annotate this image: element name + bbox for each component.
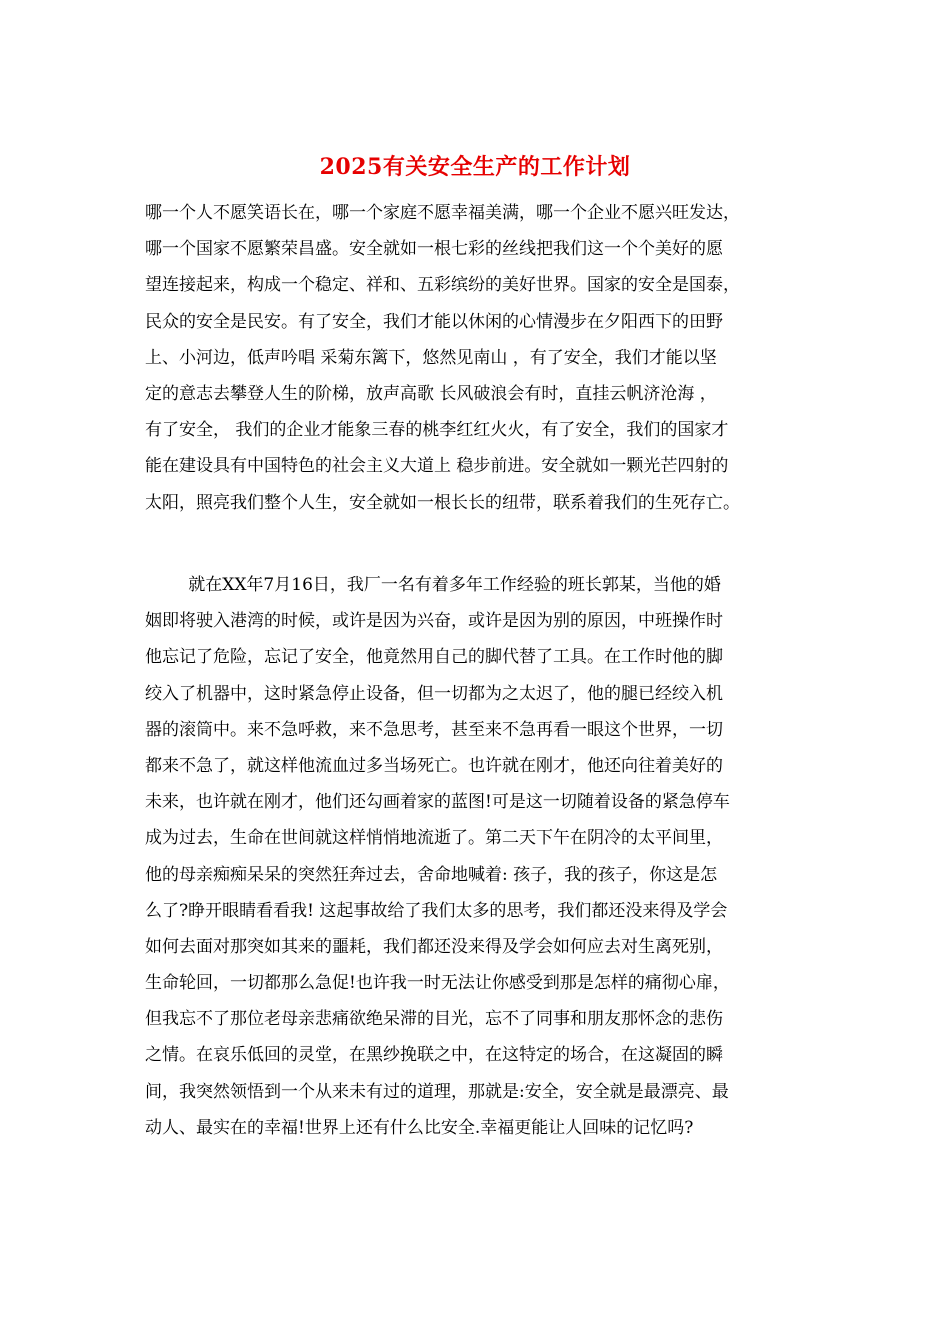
text-line: 绞入了机器中，这时紧急停止设备，但一切都为之太迟了，他的腿已经绞入机 <box>145 683 723 704</box>
text-line: 都来不急了，就这样他流血过多当场死亡。也许就在刚才，他还向往着美好的 <box>145 755 723 776</box>
text-line: 太阳，照亮我们整个人生，安全就如一根长长的纽带，联系着我们的生死存亡。 <box>145 492 740 513</box>
text-line: 姻即将驶入港湾的时候，或许是因为兴奋，或许是因为别的原因，中班操作时 <box>145 611 723 632</box>
text-line: 望连接起来，构成一个稳定、祥和、五彩缤纷的美好世界。国家的安全是国泰， <box>145 275 740 296</box>
text-line: 有了安全， 我们的企业才能象三春的桃李红红火火，有了安全，我们的国家才 <box>145 420 729 441</box>
document-title: 2025有关安全生产的工作计划 <box>319 154 631 180</box>
text-line: 成为过去，生命在世间就这样悄悄地流逝了。第二天下午在阴冷的太平间里， <box>145 828 723 849</box>
text-line: 哪一个人不愿笑语长在，哪一个家庭不愿幸福美满，哪一个企业不愿兴旺发达， <box>145 203 740 223</box>
text-line: 能在建设具有中国特色的社会主义大道上 稳步前进。安全就如一颗光芒四射的 <box>145 456 729 477</box>
paragraph-intro <box>145 195 815 521</box>
text-line: 他的母亲痴痴呆呆的突然狂奔过去，舍命地喊着: 孩子，我的孩子，你这是怎 <box>145 864 718 885</box>
paragraph-incident <box>145 567 815 1146</box>
text-line: 就在XX年7月16日，我厂一名有着多年工作经验的班长郭某，当他的婚 <box>145 575 721 595</box>
text-line: 定的意志去攀登人生的阶梯，放声高歌 长风破浪会有时，直挂云帆济沧海 ， <box>145 383 717 404</box>
text-line: 未来，也许就在刚才，他们还勾画着家的蓝图!可是这一切随着设备的紧急停车 <box>145 792 730 813</box>
text-line: 如何去面对那突如其来的噩耗，我们都还没来得及学会如何应去对生离死别， <box>145 936 723 957</box>
text-line: 哪一个国家不愿繁荣昌盛。安全就如一根七彩的丝线把我们这一个个美好的愿 <box>145 239 723 260</box>
text-line: 动人、最实在的幸福!世界上还有什么比安全.幸福更能让人回味的记忆吗? <box>145 1117 694 1138</box>
text-line: 器的滚筒中。来不急呼救，来不急思考，甚至来不急再看一眼这个世界，一切 <box>145 719 723 740</box>
text-line: 民众的安全是民安。有了安全，我们才能以休闲的心情漫步在夕阳西下的田野 <box>145 311 723 332</box>
text-line: 么了?睁开眼睛看看我! 这起事故给了我们太多的思考，我们都还没来得及学会 <box>145 900 728 921</box>
text-line: 上、小河边，低声吟唱 采菊东篱下，悠然见南山 ，有了安全，我们才能以坚 <box>145 347 717 368</box>
text-line: 之情。在哀乐低回的灵堂，在黑纱挽联之中，在这特定的场合，在这凝固的瞬 <box>145 1045 723 1066</box>
text-line: 他忘记了危险，忘记了安全，他竟然用自己的脚代替了工具。在工作时他的脚 <box>145 647 723 668</box>
text-line: 生命轮回，一切都那么急促!也许我一时无法让你感受到那是怎样的痛彻心扉， <box>145 973 730 994</box>
text-line: 但我忘不了那位老母亲悲痛欲绝呆滞的目光，忘不了同事和朋友那怀念的悲伤 <box>145 1009 723 1030</box>
text-line: 间，我突然领悟到一个从来未有过的道理，那就是:安全，安全就是最漂亮、最 <box>145 1081 729 1102</box>
